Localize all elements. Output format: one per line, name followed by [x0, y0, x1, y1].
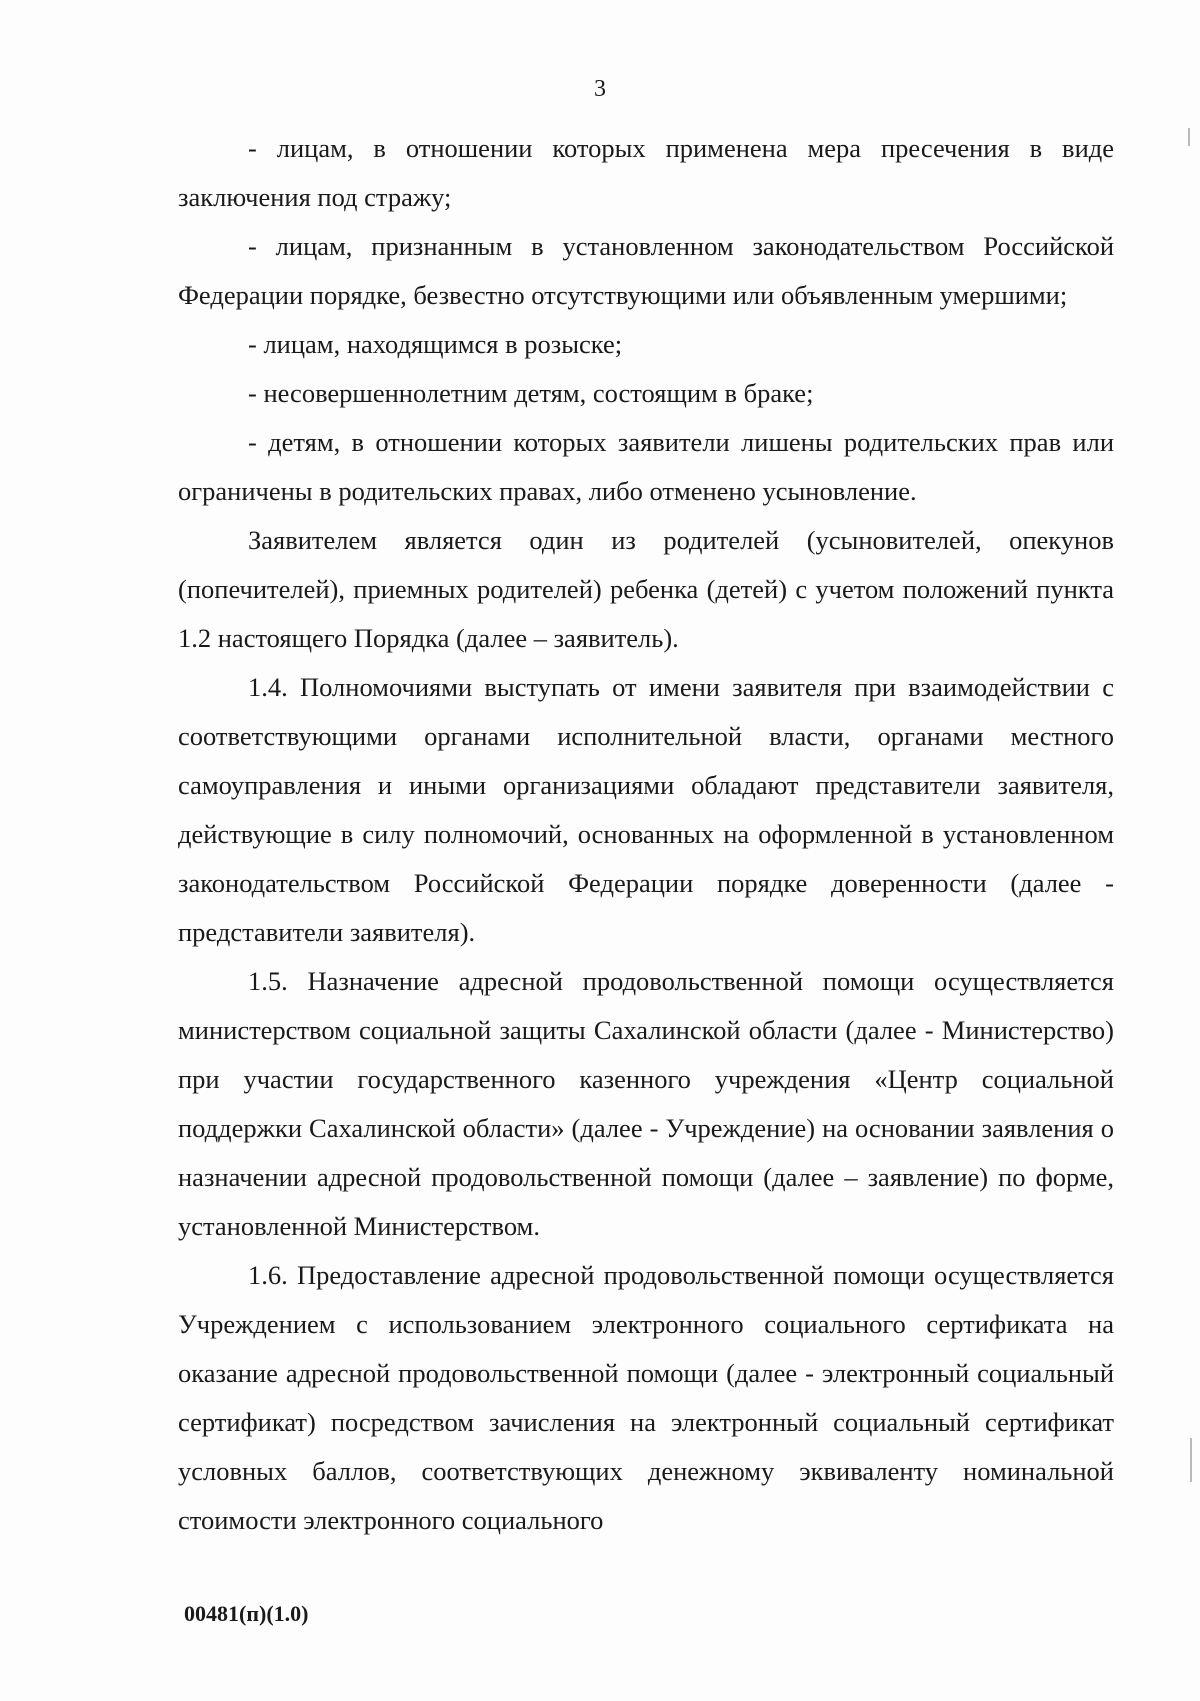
scan-artifact-right-bottom	[1190, 1438, 1192, 1482]
document-code: 00481(п)(1.0)	[184, 1601, 309, 1626]
document-body	[178, 124, 1114, 1545]
paragraph-missing-or-deceased: - лицам, признанным в установленном законодательством Российской Федерации порядке, безвестно отсутствующими или объявленным умершими;	[178, 231, 1114, 310]
scan-artifact-right-top	[1188, 128, 1190, 146]
paragraph-wanted: - лицам, находящимся в розыске;	[248, 329, 623, 359]
paragraph-detention: - лицам, в отношении которых применена мера пресечения в виде заключения под стражу;	[178, 133, 1114, 212]
paragraph-deprived-rights: - детям, в отношении которых заявители лишены родительских прав или ограничены в родительских правах, либо отменено усыновление.	[178, 427, 1114, 506]
paragraph-applicant-definition: Заявителем является один из родителей (усыновителей, опекунов (попечителей), приемных родителей) ребенка (детей) с учетом положений пункта 1.2 настоящего Порядка (далее – заявитель).	[178, 525, 1114, 653]
paragraph-1-4-representatives: 1.4. Полномочиями выступать от имени заявителя при взаимодействии с соответствующими органами исполнительной власти, органами местного самоуправления и иными организациями обладают представители заявителя, действующие в силу полномочий, основанных на оформленной в установленном законодательством Российской Федерации порядке доверенности (далее - представители заявителя).	[178, 672, 1114, 947]
page-number: 3	[594, 76, 606, 102]
paragraph-1-6-provision: 1.6. Предоставление адресной продовольственной помощи осуществляется Учреждением с использованием электронного социального сертификата на оказание адресной продовольственной помощи (далее - электронный социальный сертификат) посредством зачисления на электронный социальный сертификат условных баллов, соответствующих денежному эквиваленту номинальной стоимости электронного социального	[178, 1260, 1114, 1535]
paragraph-married-minors: - несовершеннолетним детям, состоящим в браке;	[248, 378, 814, 408]
paragraph-1-5-assignment: 1.5. Назначение адресной продовольственной помощи осуществляется министерством социальной защиты Сахалинской области (далее - Министерство) при участии государственного казенного учреждения «Центр социальной поддержки Сахалинской области» (далее - Учреждение) на основании заявления о назначении адресной продовольственной помощи (далее – заявление) по форме, установленной Министерством.	[178, 966, 1114, 1241]
